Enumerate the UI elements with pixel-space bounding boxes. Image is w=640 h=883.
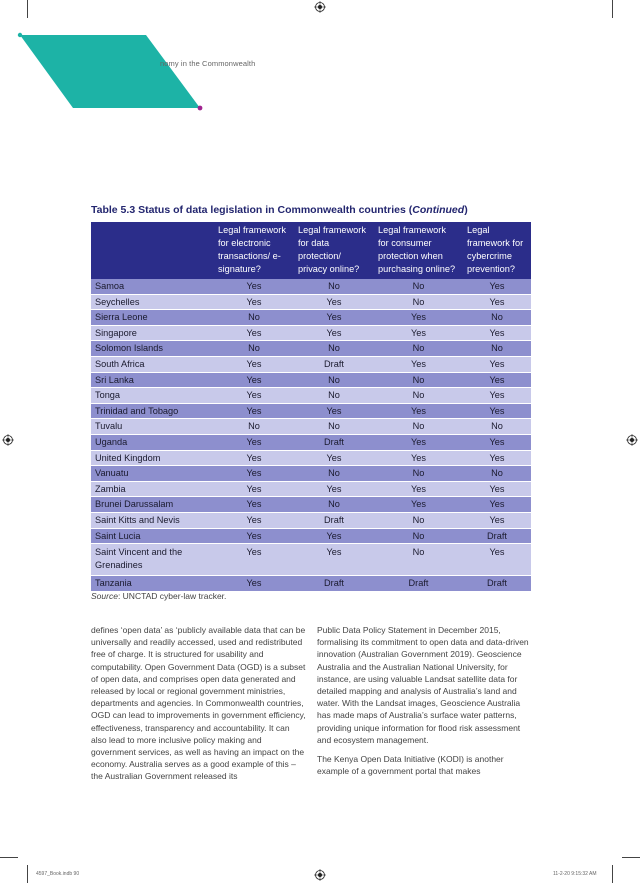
value-cell: Yes [374,450,463,466]
crop-mark [612,865,613,883]
table-row [91,372,531,388]
value-cell: Yes [463,544,531,576]
country-cell: Sri Lanka [91,372,214,388]
table-title [91,204,468,216]
table-row [91,481,531,497]
table-source [91,591,226,601]
table-row [91,450,531,466]
value-cell: Yes [374,481,463,497]
table-row [91,325,531,341]
table-row [91,310,531,326]
header-electronic-transactions: Legal framework for electronic transactions/ e-signature? [214,222,294,279]
value-cell: Yes [463,403,531,419]
value-cell: Yes [214,466,294,482]
value-cell: No [463,310,531,326]
value-cell: Yes [463,356,531,372]
value-cell: Yes [214,481,294,497]
value-cell: Yes [214,450,294,466]
table-row [91,466,531,482]
value-cell: Yes [214,372,294,388]
value-cell: Yes [214,356,294,372]
value-cell: No [214,419,294,435]
value-cell: Yes [294,450,374,466]
value-cell: Yes [374,325,463,341]
value-cell: No [374,419,463,435]
value-cell: Yes [463,294,531,310]
country-cell: Samoa [91,279,214,294]
country-cell: Zambia [91,481,214,497]
header-banner [0,0,640,120]
country-cell: Tuvalu [91,419,214,435]
table-row [91,294,531,310]
table-row [91,419,531,435]
country-cell: Saint Lucia [91,528,214,544]
value-cell: Yes [374,497,463,513]
value-cell: Yes [214,576,294,592]
value-cell: No [374,544,463,576]
value-cell: Yes [463,434,531,450]
value-cell: No [463,466,531,482]
value-cell: Yes [294,325,374,341]
body-column-right [317,624,532,784]
table-row [91,528,531,544]
value-cell: Yes [463,450,531,466]
value-cell: Yes [294,544,374,576]
value-cell: Yes [463,481,531,497]
value-cell: Yes [214,497,294,513]
table-header-row [91,222,531,279]
value-cell: Yes [294,294,374,310]
table-row [91,434,531,450]
value-cell: Yes [463,512,531,528]
value-cell: Yes [214,294,294,310]
table-row [91,356,531,372]
value-cell: No [463,341,531,357]
country-cell: Saint Vincent and the Grenadines [91,544,214,576]
country-cell: Saint Kitts and Nevis [91,512,214,528]
country-cell: Uganda [91,434,214,450]
value-cell: Yes [294,481,374,497]
value-cell: Yes [214,434,294,450]
running-head: nomy in the Commonwealth [160,59,256,68]
body-paragraph: defines ‘open data’ as ‘publicly available data that can be universally and readily accessed, used and redistributed free of charge. It is structured for usability and computability. Open Government Data (OGD) is a subset of open data, and comprises open data generated and released by local or regional government ministries, departments and agencies. In Commonwealth countries, OGD can lead to improvements in government efficiency, effectiveness, transparency and accountability. It can also lead to more inclusive policy making and government services, as well as having an impact on the economy. Australia serves as a good example of this – the Australian Government released its [91,625,306,782]
table-title-continued: Continued [412,204,465,216]
country-cell: Brunei Darussalam [91,497,214,513]
value-cell: Draft [374,576,463,592]
table-row [91,544,531,576]
country-cell: Tanzania [91,576,214,592]
value-cell: No [294,279,374,294]
value-cell: No [374,294,463,310]
value-cell: Yes [294,528,374,544]
country-cell: Tonga [91,388,214,404]
value-cell: No [374,512,463,528]
value-cell: Yes [214,528,294,544]
table-row [91,512,531,528]
country-cell: Solomon Islands [91,341,214,357]
body-column-left [91,624,306,790]
table-title-close: ) [464,204,468,216]
banner-parallelogram [20,35,200,108]
footer-timestamp: 11-2-20 9:15:32 AM [553,871,597,877]
value-cell: Yes [294,403,374,419]
country-cell: Trinidad and Tobago [91,403,214,419]
value-cell: Yes [463,325,531,341]
registration-mark-icon [314,869,326,881]
value-cell: Yes [374,310,463,326]
country-cell: Sierra Leone [91,310,214,326]
country-cell: Seychelles [91,294,214,310]
value-cell: No [374,388,463,404]
value-cell: Yes [374,434,463,450]
crop-mark [0,857,18,858]
table-row [91,388,531,404]
table-row [91,497,531,513]
value-cell: Yes [463,279,531,294]
value-cell: No [294,466,374,482]
value-cell: No [214,341,294,357]
table-title-text: Table 5.3 Status of data legislation in Commonwealth countries ( [91,204,413,216]
value-cell: No [374,341,463,357]
value-cell: Yes [463,388,531,404]
value-cell: No [294,372,374,388]
value-cell: Yes [463,372,531,388]
country-cell: Singapore [91,325,214,341]
value-cell: No [463,419,531,435]
value-cell: Yes [214,512,294,528]
header-country [91,222,214,279]
value-cell: Draft [294,576,374,592]
header-data-protection: Legal framework for data protection/ privacy online? [294,222,374,279]
value-cell: No [294,497,374,513]
value-cell: Yes [214,279,294,294]
value-cell: Draft [294,356,374,372]
value-cell: Yes [374,356,463,372]
crop-mark [622,857,640,858]
country-cell: Vanuatu [91,466,214,482]
country-cell: South Africa [91,356,214,372]
country-cell: United Kingdom [91,450,214,466]
source-label: Source [91,591,118,601]
body-paragraph: The Kenya Open Data Initiative (KODI) is another example of a government portal that makes [317,754,504,777]
value-cell: Draft [294,434,374,450]
value-cell: No [214,310,294,326]
crop-mark [27,865,28,883]
value-cell: No [374,528,463,544]
table-row [91,341,531,357]
value-cell: Yes [294,310,374,326]
header-consumer-protection: Legal framework for consumer protection when purchasing online? [374,222,463,279]
footer-file-info: 4597_Book.indb 90 [36,871,80,877]
value-cell: No [294,388,374,404]
value-cell: Yes [214,325,294,341]
data-legislation-table [91,222,531,592]
value-cell: Yes [214,388,294,404]
value-cell: Yes [463,497,531,513]
value-cell: Yes [214,403,294,419]
table-row [91,403,531,419]
value-cell: No [374,466,463,482]
value-cell: No [374,372,463,388]
banner-dot [18,33,22,37]
body-paragraph: Public Data Policy Statement in December 2015, formalising its commitment to open data and data-driven innovation (Australian Government 2019). Geoscience Australia and the Australian National University, for instance, are using valuable Landsat satellite data for detailed mapping and analysis of Australia’s land and water. With the Landsat images, Geoscience Australia has made maps of Australia’s surface water patterns, providing unique information for flood risk assessment and ecosystem management. [317,625,529,745]
value-cell: Draft [463,528,531,544]
source-text: : UNCTAD cyber-law tracker. [117,591,227,601]
value-cell: Draft [294,512,374,528]
table-row [91,576,531,592]
value-cell: Draft [463,576,531,592]
value-cell: No [374,279,463,294]
table-row [91,279,531,294]
value-cell: Yes [374,403,463,419]
header-cybercrime: Legal framework for cybercrime prevention? [463,222,531,279]
registration-mark-icon [2,434,14,446]
value-cell: No [294,341,374,357]
banner-dot [198,106,203,111]
value-cell: No [294,419,374,435]
value-cell: Yes [214,544,294,576]
registration-mark-icon [626,434,638,446]
